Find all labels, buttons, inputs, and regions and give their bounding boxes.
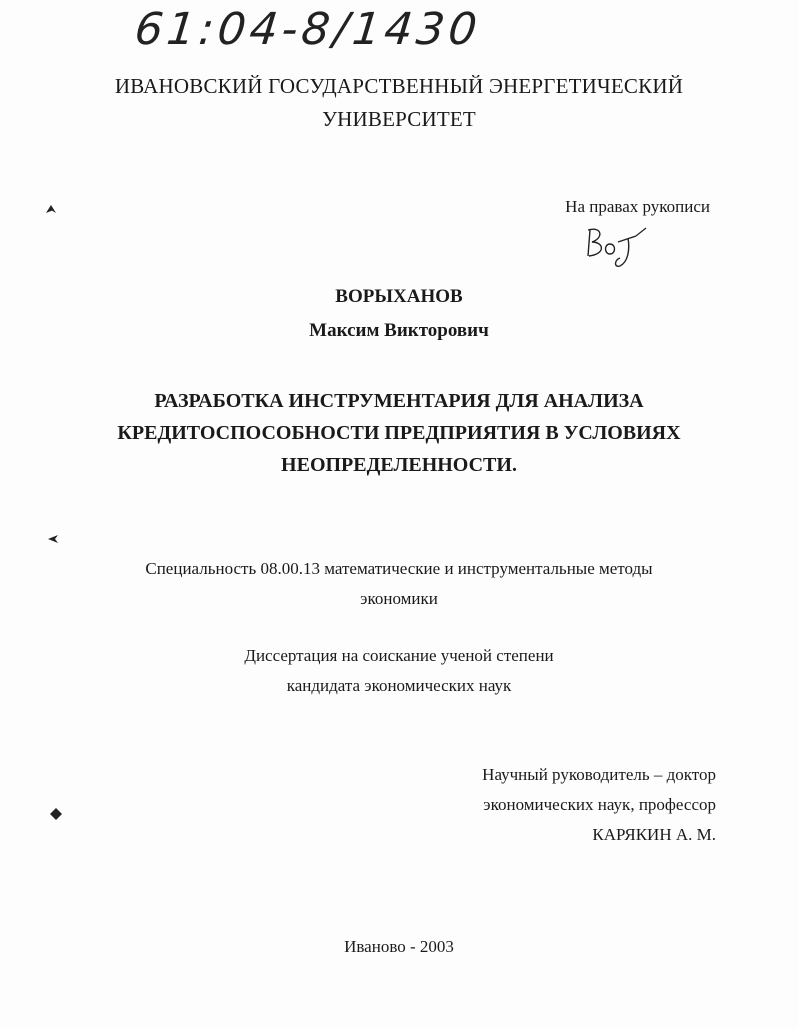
handwritten-signature-icon — [584, 222, 654, 270]
supervisor-line-2: экономических наук, профессор — [483, 795, 716, 814]
scan-mark-icon — [48, 535, 58, 543]
scan-mark-icon — [46, 205, 56, 213]
manuscript-rights-note: На правах рукописи — [565, 197, 710, 216]
specialty-line-2: экономики — [360, 589, 438, 608]
thesis-title-line-3: НЕОПРЕДЕЛЕННОСТИ. — [281, 454, 517, 476]
university-line-1: ИВАНОВСКИЙ ГОСУДАРСТВЕННЫЙ ЭНЕРГЕТИЧЕСКИЙ — [114, 74, 684, 98]
supervisor-line-1: Научный руководитель – доктор — [482, 765, 716, 784]
archive-code: 61:04-8/1430 — [132, 4, 484, 55]
author-given-names: Максим Викторович — [309, 320, 489, 341]
author-surname: ВОРЫХАНОВ — [335, 286, 463, 307]
thesis-title-line-1: РАЗРАБОТКА ИНСТРУМЕНТАРИЯ ДЛЯ АНАЛИЗА — [154, 390, 644, 412]
thesis-title-line-2: КРЕДИТОСПОСОБНОСТИ ПРЕДПРИЯТИЯ В УСЛОВИЯХ — [117, 422, 681, 444]
university-line-2: УНИВЕРСИТЕТ — [322, 107, 476, 131]
specialty-line-1: Специальность 08.00.13 математические и инструментальные методы — [145, 559, 653, 578]
scientific-supervisor — [420, 760, 716, 850]
scan-mark-icon — [50, 808, 62, 820]
specialty — [0, 554, 798, 614]
degree-statement — [0, 641, 798, 701]
degree-line-1: Диссертация на соискание ученой степени — [244, 646, 554, 665]
degree-line-2: кандидата экономических наук — [286, 676, 512, 695]
thesis-title — [0, 385, 798, 481]
supervisor-name: КАРЯКИН А. М. — [592, 825, 716, 844]
university-name — [0, 70, 798, 136]
city-and-year: Иваново - 2003 — [344, 937, 454, 956]
